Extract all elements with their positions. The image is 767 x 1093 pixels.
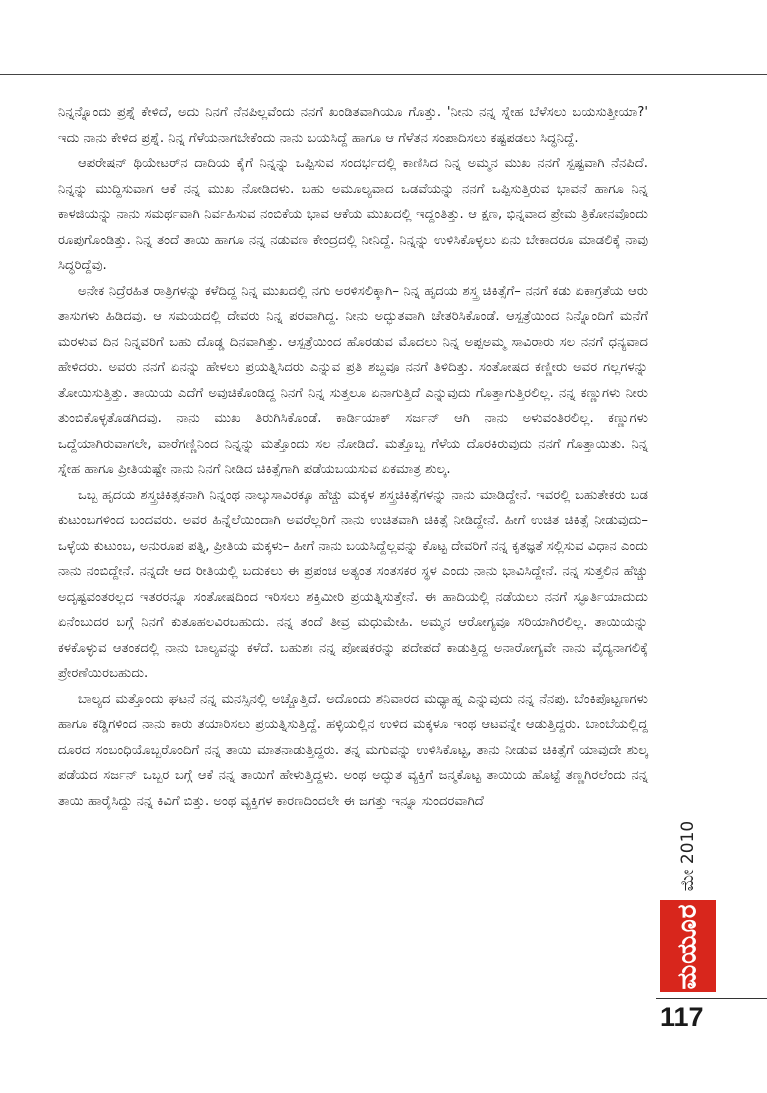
article-paragraph-1: ನಿನ್ನನ್ನೊಂದು ಪ್ರಶ್ನೆ ಕೇಳಿದೆ, ಅದು ನಿನಗೆ ನೆನಪಿಲ್ಲವೆಂದು ನನಗೆ ಖಂಡಿತವಾಗಿಯೂ ಗೊತ್ತು. 'ನೀನು ನನ್ನ ಸ್ನೇಹ ಬೆಳೆಸಲು ಬಯಸುತ್ತೀಯಾ?' ಇದು ನಾನು ಕೇಳಿದ ಪ್ರಶ್ನೆ. ನಿನ್ನ ಗೆಳೆಯನಾಗಬೇಕೆಂದು ನಾನು ಬಯಸಿದ್ದೆ ಹಾಗೂ ಆ ಗೆಳೆತನ ಸಂಪಾದಿಸಲು ಕಷ್ಟಪಡಲು ಸಿದ್ಧನಿದ್ದೆ. [58, 105, 648, 146]
magazine-name: ಮಯೂರ [672, 903, 703, 989]
article-paragraph-5: ಬಾಲ್ಯದ ಮತ್ತೊಂದು ಘಟನೆ ನನ್ನ ಮನಸ್ಸಿನಲ್ಲಿ ಅಚ್ಚೊತ್ತಿದೆ. ಅದೊಂದು ಶನಿವಾರದ ಮಧ್ಯಾಹ್ನ ಎನ್ನುವುದು ನನ್ನ ನೆನಪು. ಬೆಂಕಿಪೊಟ್ಟಣಗಳು ಹಾಗೂ ಕಡ್ಡಿಗಳಿಂದ ನಾನು ಕಾರು ತಯಾರಿಸಲು ಪ್ರಯತ್ನಿಸುತ್ತಿದ್ದೆ. ಹಳ್ಳಿಯಲ್ಲಿನ ಉಳಿದ ಮಕ್ಕಳೂ ಇಂಥ ಆಟವನ್ನೇ ಆಡುತ್ತಿದ್ದರು. ಬಾಂಬೆಯಲ್ಲಿದ್ದ ದೂರದ ಸಂಬಂಧಿಯೊಬ್ಬರೊಂದಿಗೆ ನನ್ನ ತಾಯಿ ಮಾತನಾಡುತ್ತಿದ್ದರು. ತನ್ನ ಮಗುವನ್ನು ಉಳಿಸಿಕೊಟ್ಟ, ತಾನು ನೀಡುವ ಚಿಕಿತ್ಸೆಗೆ ಯಾವುದೇ ಶುಲ್ಕ ಪಡೆಯದ ಸರ್ಜನ್ ಒಬ್ಬರ ಬಗ್ಗೆ ಆಕೆ ನನ್ನ ತಾಯಿಗೆ ಹೇಳುತ್ತಿದ್ದಳು. ಅಂಥ ಅದ್ಭುತ ವ್ಯಕ್ತಿಗೆ ಜನ್ಮಕೊಟ್ಟ ತಾಯಿಯ ಹೊಟ್ಟೆ ತಣ್ಣಗಿರಲೆಂದು ನನ್ನ ತಾಯಿ ಹಾರೈಸಿದ್ದು ನನ್ನ ಕಿವಿಗೆ ಬಿತ್ತು. ಅಂಥ ವ್ಯಕ್ತಿಗಳ ಕಾರಣದಿಂದಲೇ ಈ ಜಗತ್ತು ಇನ್ನೂ ಸುಂದರವಾಗಿದೆ [58, 691, 648, 809]
magazine-badge [660, 900, 716, 992]
article-paragraph-4: ಒಬ್ಬ ಹೃದಯ ಶಸ್ತ್ರಚಿಕಿತ್ಸಕನಾಗಿ ನಿನ್ನಂಥ ನಾಲ್ಕುಸಾವಿರಕ್ಕೂ ಹೆಚ್ಚು ಮಕ್ಕಳ ಶಸ್ತ್ರಚಿಕಿತ್ಸೆಗಳನ್ನು ನಾನು ಮಾಡಿದ್ದೇನೆ. ಇವರಲ್ಲಿ ಬಹುತೇಕರು ಬಡ ಕುಟುಂಬಗಳಿಂದ ಬಂದವರು. ಅವರ ಹಿನ್ನೆಲೆಯಿಂದಾಗಿ ಅವರೆಲ್ಲರಿಗೆ ನಾನು ಉಚಿತವಾಗಿ ಚಿಕಿತ್ಸೆ ನೀಡಿದ್ದೇನೆ. ಹೀಗೆ ಉಚಿತ ಚಿಕಿತ್ಸೆ ನೀಡುವುದು– ಒಳ್ಳೆಯ ಕುಟುಂಬ, ಅನುರೂಪ ಪತ್ನಿ, ಪ್ರೀತಿಯ ಮಕ್ಕಳು– ಹೀಗೆ ನಾನು ಬಯಸಿದ್ದೆಲ್ಲವನ್ನು ಕೊಟ್ಟ ದೇವರಿಗೆ ನನ್ನ ಕೃತಜ್ಞತೆ ಸಲ್ಲಿಸುವ ವಿಧಾನ ಎಂದು ನಾನು ನಂಬಿದ್ದೇನೆ. ನನ್ನದೇ ಆದ ರೀತಿಯಲ್ಲಿ ಬದುಕಲು ಈ ಪ್ರಪಂಚ ಅತ್ಯಂತ ಸಂತಸಕರ ಸ್ಥಳ ಎಂದು ನಾನು ಭಾವಿಸಿದ್ದೇನೆ. ನನ್ನ ಸುತ್ತಲಿನ ಹೆಚ್ಚು ಅದೃಷ್ಟವಂತರಲ್ಲದ ಇತರರನ್ನೂ ಸಂತೋಷದಿಂದ ಇರಿಸಲು ಶಕ್ತಿಮೀರಿ ಪ್ರಯತ್ನಿಸುತ್ತೇನೆ. ಈ ಹಾದಿಯಲ್ಲಿ ನಡೆಯಲು ನನಗೆ ಸ್ಫೂರ್ತಿಯಾದುದು ಏನೆಂಬುದರ ಬಗ್ಗೆ ನಿನಗೆ ಕುತೂಹಲವಿರಬಹುದು. ನನ್ನ ತಂದೆ ತೀವ್ರ ಮಧುಮೇಹಿ. ಅಮ್ಮನ ಆರೋಗ್ಯವೂ ಸರಿಯಾಗಿರಲಿಲ್ಲ. ತಾಯಿಯನ್ನು ಕಳಕೊಳ್ಳುವ ಆತಂಕದಲ್ಲಿ ನಾನು ಬಾಲ್ಯವನ್ನು ಕಳೆದೆ. ಬಹುಶಃ ನನ್ನ ಪೋಷಕರನ್ನು ಪದೇಪದೆ ಕಾಡುತ್ತಿದ್ದ ಅನಾರೋಗ್ಯವೇ ನಾನು ವೈದ್ಯನಾಗಲಿಕ್ಕೆ ಪ್ರೇರಣೆಯಿರಬಹುದು. [58, 487, 648, 681]
article-body [58, 100, 648, 814]
article-paragraph-3: ಅನೇಕ ನಿದ್ರೆರಹಿತ ರಾತ್ರಿಗಳನ್ನು ಕಳೆದಿದ್ದ ನಿನ್ನ ಮುಖದಲ್ಲಿ ನಗು ಅರಳಿಸಲಿಕ್ಕಾಗಿ– ನಿನ್ನ ಹೃದಯ ಶಸ್ತ್ರ ಚಿಕಿತ್ಸೆಗೆ– ನನಗೆ ಕಡು ಏಕಾಗ್ರತೆಯ ಆರು ತಾಸುಗಳು ಹಿಡಿದವು. ಆ ಸಮಯದಲ್ಲಿ ದೇವರು ನಿನ್ನ ಪರವಾಗಿದ್ದ. ನೀನು ಅದ್ಭುತವಾಗಿ ಚೇತರಿಸಿಕೊಂಡೆ. ಆಸ್ಪತ್ರೆಯಿಂದ ನಿನ್ನೊಂದಿಗೆ ಮನೆಗೆ ಮರಳುವ ದಿನ ನಿನ್ನವರಿಗೆ ಬಹು ದೊಡ್ಡ ದಿನವಾಗಿತ್ತು. ಆಸ್ಪತ್ರೆಯಿಂದ ಹೊರಡುವ ಮೊದಲು ನಿನ್ನ ಅಪ್ಪಅಮ್ಮ ಸಾವಿರಾರು ಸಲ ನನಗೆ ಧನ್ಯವಾದ ಹೇಳಿದರು. ಅವರು ನನಗೆ ಏನನ್ನು ಹೇಳಲು ಪ್ರಯತ್ನಿಸಿದರು ಎನ್ನುವ ಪ್ರತಿ ಶಬ್ದವೂ ನನಗೆ ತಿಳಿದಿತ್ತು. ಸಂತೋಷದ ಕಣ್ಣೀರು ಅವರ ಗಲ್ಲಗಳನ್ನು ತೋಯಿಸುತ್ತಿತ್ತು. ತಾಯಿಯ ಎದೆಗೆ ಅವುಚಿಕೊಂಡಿದ್ದ ನಿನಗೆ ನಿನ್ನ ಸುತ್ತಲೂ ಏನಾಗುತ್ತಿದೆ ಎನ್ನುವುದು ಗೊತ್ತಾಗುತ್ತಿರಲಿಲ್ಲ. ನನ್ನ ಕಣ್ಣುಗಳು ನೀರು ತುಂಬಿಕೊಳ್ಳತೊಡಗಿದವು. ನಾನು ಮುಖ ತಿರುಗಿಸಿಕೊಂಡೆ. ಕಾರ್ಡಿಯಾಕ್ ಸರ್ಜನ್ ಆಗಿ ನಾನು ಅಳುವಂತಿರಲಿಲ್ಲ. ಕಣ್ಣುಗಳು ಒದ್ದೆಯಾಗಿರುವಾಗಲೇ, ವಾರೆಗಣ್ಣಿನಿಂದ ನಿನ್ನನ್ನು ಮತ್ತೊಂದು ಸಲ ನೋಡಿದೆ. ಮತ್ತೊಬ್ಬ ಗೆಳೆಯ ದೊರಕಿರುವುದು ನನಗೆ ಗೊತ್ತಾಯಿತು. ನಿನ್ನ ಸ್ನೇಹ ಹಾಗೂ ಪ್ರೀತಿಯಷ್ಟೇ ನಾನು ನಿನಗೆ ನೀಡಿದ ಚಿಕಿತ್ಸೆಗಾಗಿ ಪಡೆಯಬಯಸುವ ಏಕಮಾತ್ರ ಶುಲ್ಕ. [58, 283, 648, 477]
issue-date-text: ಮೇ 2010 [677, 820, 698, 892]
article-paragraph-2: ಆಪರೇಷನ್ ಥಿಯೇಟರ್‌ನ ದಾದಿಯ ಕೈಗೆ ನಿನ್ನನ್ನು ಒಪ್ಪಿಸುವ ಸಂದರ್ಭದಲ್ಲಿ ಕಾಣಿಸಿದ ನಿನ್ನ ಅಮ್ಮನ ಮುಖ ನನಗೆ ಸ್ಪಷ್ಟವಾಗಿ ನೆನಪಿದೆ. ನಿನ್ನನ್ನು ಮುದ್ದಿಸುವಾಗ ಆಕೆ ನನ್ನ ಮುಖ ನೋಡಿದಳು. ಬಹು ಅಮೂಲ್ಯವಾದ ಒಡವೆಯನ್ನು ನನಗೆ ಒಪ್ಪಿಸುತ್ತಿರುವ ಭಾವನೆ ಹಾಗೂ ನಿನ್ನ ಕಾಳಜಿಯನ್ನು ನಾನು ಸಮರ್ಥವಾಗಿ ನಿರ್ವಹಿಸುವ ನಂಬಿಕೆಯ ಭಾವ ಆಕೆಯ ಮುಖದಲ್ಲಿ ಇದ್ದಂತಿತ್ತು. ಆ ಕ್ಷಣ, ಭಿನ್ನವಾದ ಪ್ರೇಮ ತ್ರಿಕೋನವೊಂದು ರೂಪುಗೊಂಡಿತ್ತು. ನಿನ್ನ ತಂದೆ ತಾಯಿ ಹಾಗೂ ನನ್ನ ನಡುವಣ ಕೇಂದ್ರದಲ್ಲಿ ನೀನಿದ್ದೆ. ನಿನ್ನನ್ನು ಉಳಿಸಿಕೊಳ್ಳಲು ಏನು ಬೇಕಾದರೂ ಮಾಡಲಿಕ್ಕೆ ನಾವು ಸಿದ್ಧರಿದ್ದೆವು. [58, 156, 648, 273]
page-number: 117 [660, 1002, 704, 1032]
page-number-divider [656, 998, 767, 999]
issue-date [652, 820, 724, 892]
top-divider [0, 74, 767, 75]
